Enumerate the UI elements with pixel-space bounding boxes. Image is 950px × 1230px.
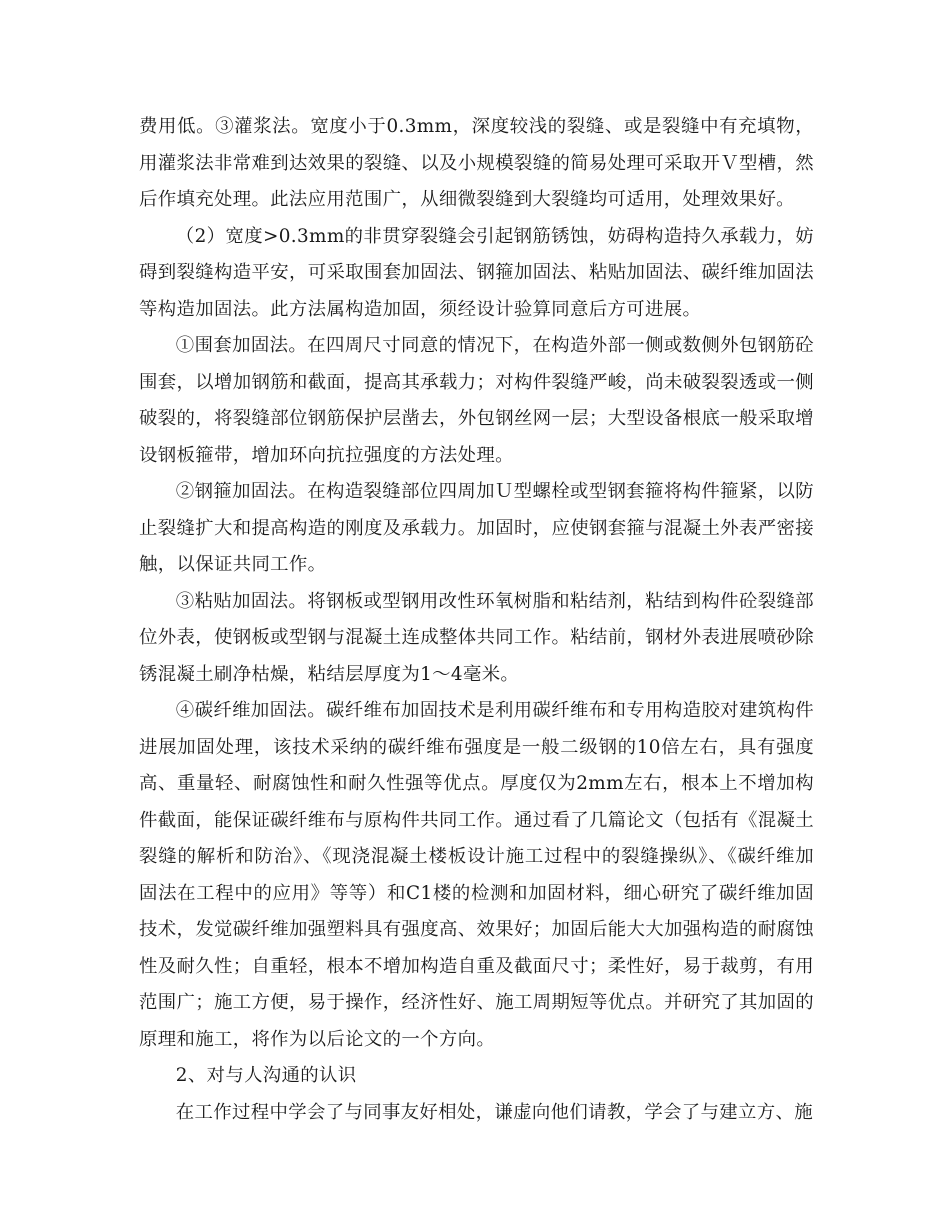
paragraph-bonding-method: ③粘贴加固法。将钢板或型钢用改性环氧树脂和粘结剂，粘结到构件砼裂缝部位外表，使钢板或型钢与混凝土连成整体共同工作。粘结前，钢材外表进展喷砂除锈混凝土刷净枯燥，粘结层厚度为1～4毫米。: [139, 590, 814, 685]
paragraph-jacketing-method: ①围套加固法。在四周尺寸同意的情况下，在构造外部一侧或数侧外包钢筋砼围套，以增加钢筋和截面，提高其承载力；对构件裂缝严峻，尚未破裂裂透或一侧破裂的，将裂缝部位钢筋保护层凿去，外包钢丝网一层；大型设备根底一般采取增设钢板箍带，增加环向抗拉强度的方法处理。: [139, 335, 814, 466]
paragraph-carbon-fiber-method: ④碳纤维加固法。碳纤维布加固技术是利用碳纤维布和专用构造胶对建筑构件进展加固处理，该技术采纳的碳纤维布强度是一般二级钢的10倍左右，具有强度高、重量轻、耐腐蚀性和耐久性强等优点。厚度仅为2mm左右，根本上不增加构件截面，能保证碳纤维布与原构件共同工作。通过看了几篇论文（包括有《混凝土裂缝的解析和防治》、《现浇混凝土楼板设计施工过程中的裂缝操纵》、《碳纤维加固法在工程中的应用》等等）和C1楼的检测和加固材料，细心研究了碳纤维加固技术，发觉碳纤维加强塑料具有强度高、效果好；加固后能大大加强构造的耐腐蚀性及耐久性；自重轻，根本不增加构造自重及截面尺寸；柔性好，易于裁剪，有用范围广；施工方便，易于操作，经济性好、施工周期短等优点。并研究了其加固的原理和施工，将作为以后论文的一个方向。: [139, 700, 814, 1050]
paragraph-communication: 在工作过程中学会了与同事友好相处，谦虚向他们请教，学会了与建立方、施: [175, 1101, 813, 1123]
paragraph-non-through-cracks: （2）宽度>0.3mm的非贯穿裂缝会引起钢筋锈蚀，妨碍构造持久承载力，妨碍到裂缝构造平安，可采取围套加固法、钢箍加固法、粘贴加固法、碳纤维加固法等构造加固法。此方法属构造加固，须经设计验算同意后方可进展。: [139, 225, 814, 320]
paragraph-grouting-method: 费用低。③灌浆法。宽度小于0.3mm，深度较浅的裂缝、或是裂缝中有充填物，用灌浆法非常难到达效果的裂缝、以及小规模裂缝的简易处理可采取开Ｖ型槽，然后作填充处理。此法应用范围广，从细微裂缝到大裂缝均可适用，处理效果好。: [139, 116, 814, 210]
section-heading-communication: 2、对与人沟通的认识: [175, 1065, 357, 1086]
document-body: [139, 109, 814, 1131]
paragraph-steel-hoop-method: ②钢箍加固法。在构造裂缝部位四周加Ｕ型螺栓或型钢套箍将构件箍紧，以防止裂缝扩大和提高构造的刚度及承载力。加固时，应使钢套箍与混凝土外表严密接触，以保证共同工作。: [139, 481, 814, 575]
